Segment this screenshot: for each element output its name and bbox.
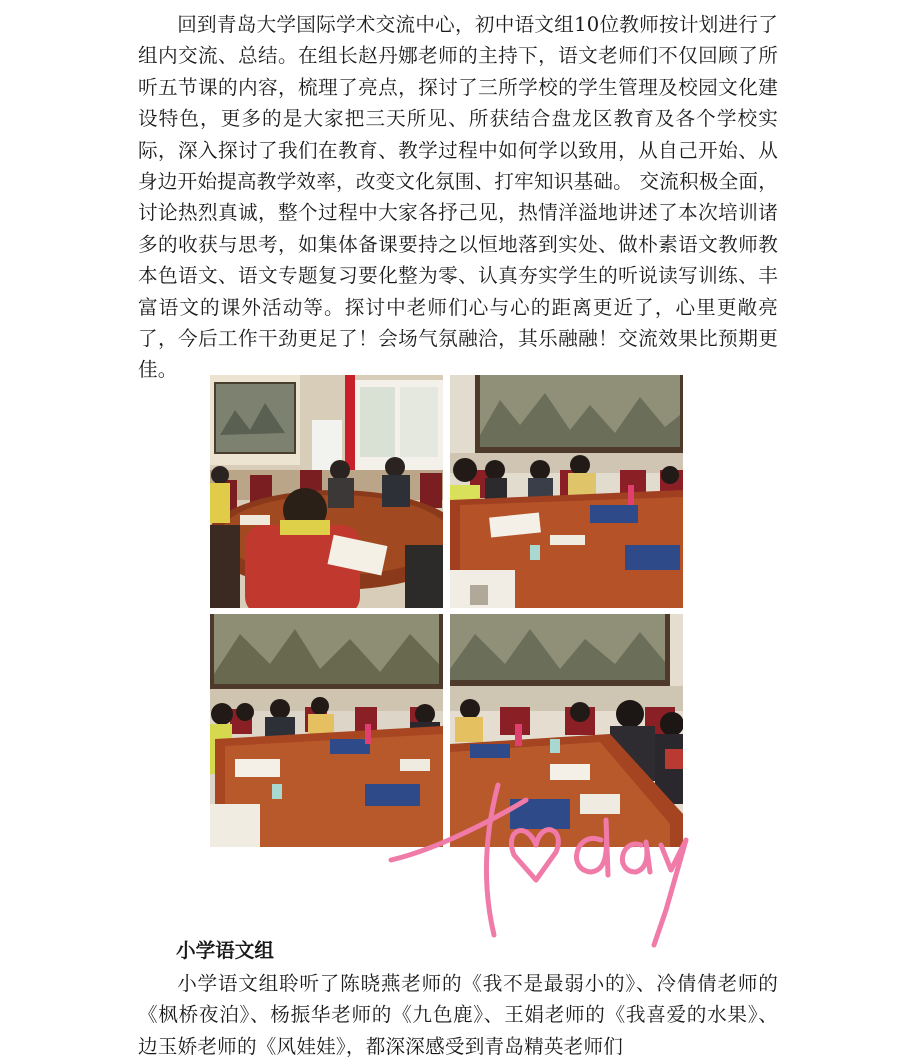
section-heading: 小学语文组 <box>176 939 274 962</box>
article-paragraph-1: 回到青岛大学国际学术交流中心，初中语文组10位教师按计划进行了组内交流、总结。在组长赵丹娜老师的主持下，语文老师们不仅回顾了所听五节课的内容，梳理了亮点，探讨了三所学校的学生管理及校园文化建设特色，更多的是大家把三天所见、所获结合盘龙区教育及各个学校实际，深入探讨了我们在教育、教学过程中如何学以致用，从自己开始、从身边开始提高教学效率，改变文化氛围、打牢知识基础。 交流积极全面，讨论热烈真诚，整个过程中大家各抒己见，热情洋溢地讲述了本次培训诸多的收获与思考，如集体备课要持之以恒地落到实处、做朴素语文教师教本色语文、语文专题复习要化整为零、认真夯实学生的听说读写训练、丰富语文的课外活动等。探讨中老师们心与心的距离更近了，心里更敞亮了，今后工作干劲更足了！会场气氛融洽，其乐融融！交流效果比预期更佳。 <box>138 13 778 382</box>
meeting-photo-2 <box>450 375 683 608</box>
meeting-photo-1 <box>210 375 443 608</box>
today-sticker <box>386 760 696 950</box>
article-paragraph-2: 小学语文组聆听了陈晓燕老师的《我不是最弱小的》、冷倩倩老师的《枫桥夜泊》、杨振华老师的《九色鹿》、王娟老师的《我喜爱的水果》、边玉娇老师的《风娃娃》，都深深感受到青岛精英老师们 <box>138 972 778 1058</box>
